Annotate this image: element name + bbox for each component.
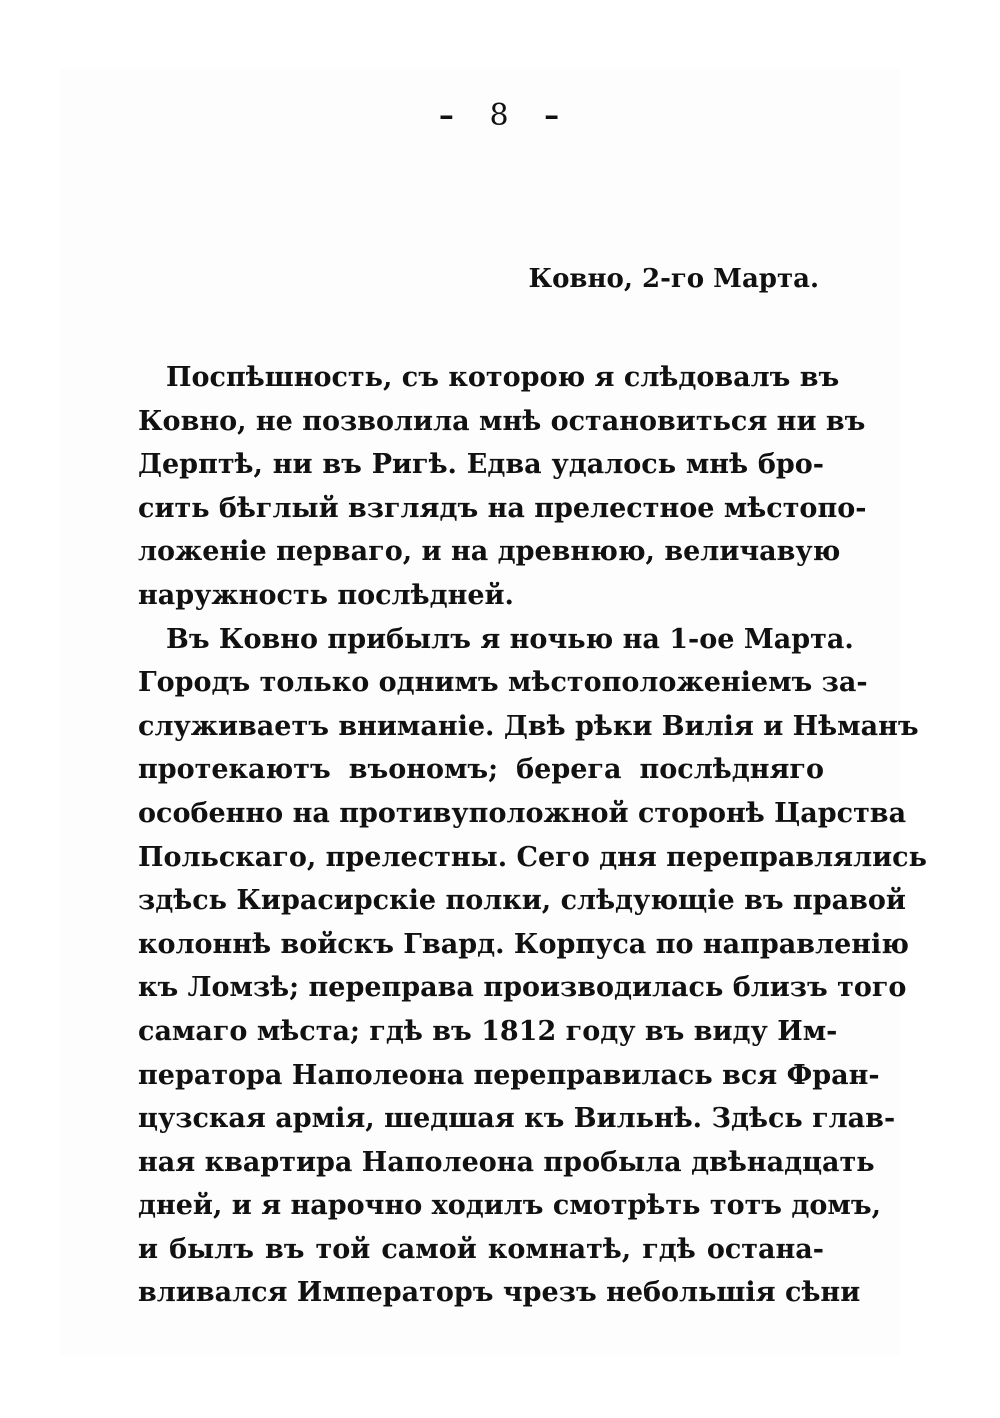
text-line: Польскаго, прелестны. Сего дня переправлялись	[138, 841, 927, 873]
page-number: 8	[489, 98, 511, 133]
text-line: Городъ только однимъ мѣстоположеніемъ за-	[138, 667, 868, 699]
text-line: служиваетъ вниманіе. Двѣ рѣки Вилія и Нѣманъ	[138, 710, 919, 742]
text-line: цузская армія, шедшая къ Вильнѣ. Здѣсь глав-	[138, 1103, 896, 1135]
paragraph-2	[138, 618, 927, 1316]
text-line: особенно на противуположной сторонѣ Царства	[138, 797, 907, 829]
text-line: самаго мѣста; гдѣ въ 1812 году въ виду Им-	[138, 1015, 838, 1047]
text-line: сить бѣглый взглядъ на прелестное мѣстопо-	[138, 492, 867, 524]
text-line: здѣсь Кирасирскіе полки, слѣдующіе въ правой	[138, 885, 906, 917]
text-line: ная квартира Наполеона пробыла двѣнадцать	[138, 1146, 875, 1178]
text-line: Дерптѣ, ни въ Ригѣ. Едва удалось мнѣ бро-	[138, 449, 824, 481]
text-line: Ковно, не позволила мнѣ остановиться ни въ	[138, 405, 866, 437]
text-line: Поспѣшность, съ которою я слѣдовалъ въ	[166, 362, 840, 393]
page-number-header	[0, 98, 1000, 133]
text-line: и былъ въ той самой комнатѣ, гдѣ остана-	[138, 1233, 824, 1265]
text-line: дней, и я нарочно ходилъ смотрѣть тотъ домъ,	[138, 1190, 881, 1222]
text-line: ложеніе перваго, и на древнюю, величавую	[138, 536, 841, 568]
text-line: Въ Ковно прибылъ я ночью на 1-ое Марта.	[166, 623, 854, 655]
page-number-dash-left: –	[438, 98, 456, 133]
text-line: къ Ломзѣ; переправа производилась близъ того	[138, 972, 907, 1004]
dateline: Ковно, 2-го Марта.	[528, 264, 819, 294]
body-text	[138, 356, 927, 1315]
text-line: протекаютъ въономъ; берега послѣдняго	[138, 754, 824, 786]
text-line: колоннѣ войскъ Гвард. Корпуса по направленію	[138, 928, 909, 960]
page-number-dash-right: –	[544, 98, 562, 133]
paragraph-1	[138, 356, 867, 618]
text-line: ператора Наполеона переправилась вся Фран-	[138, 1059, 880, 1091]
text-line: наружность послѣдней.	[138, 579, 514, 611]
text-line: вливался Императоръ чрезъ небольшія сѣни	[138, 1277, 861, 1309]
